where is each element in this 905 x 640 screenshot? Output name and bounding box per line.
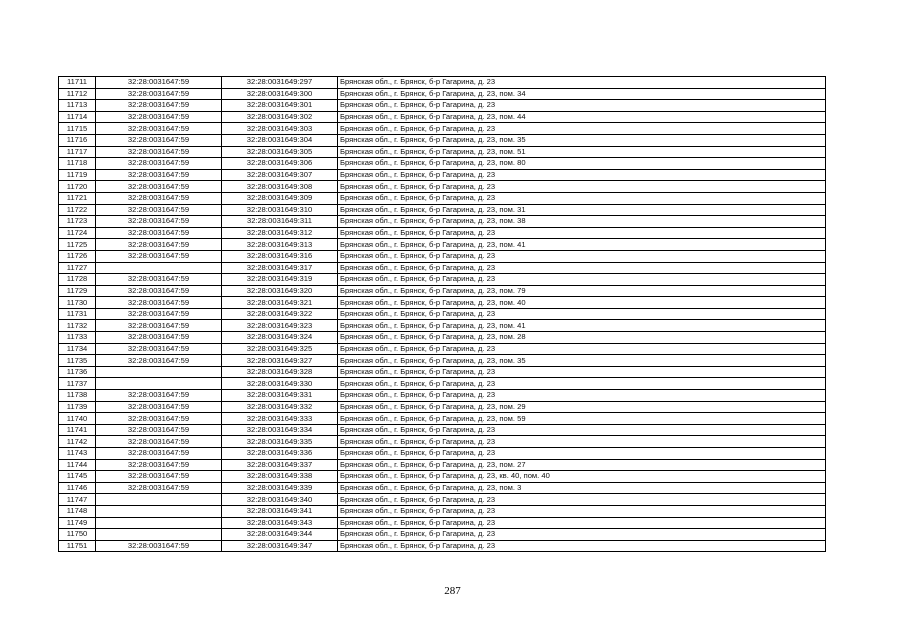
address-cell: Брянская обл., г. Брянск, б-р Гагарина, д. 23 [338,169,826,181]
parent-cadastral-cell: 32:28:0031647:59 [96,239,222,251]
cadastral-number-cell: 32:28:0031649:305 [222,146,338,158]
parent-cadastral-cell: 32:28:0031647:59 [96,123,222,135]
address-cell: Брянская обл., г. Брянск, б-р Гагарина, д. 23, пом. 41 [338,320,826,332]
row-number-cell: 11734 [59,343,96,355]
cadastral-number-cell: 32:28:0031649:325 [222,343,338,355]
table-row [59,494,826,506]
address-cell: Брянская обл., г. Брянск, б-р Гагарина, д. 23, пом. 3 [338,482,826,494]
address-cell: Брянская обл., г. Брянск, б-р Гагарина, д. 23 [338,424,826,436]
row-number-cell: 11715 [59,123,96,135]
cadastral-number-cell: 32:28:0031649:302 [222,111,338,123]
cadastral-number-cell: 32:28:0031649:323 [222,320,338,332]
property-registry-table [58,76,826,552]
parent-cadastral-cell: 32:28:0031647:59 [96,274,222,286]
parent-cadastral-cell [96,494,222,506]
parent-cadastral-cell: 32:28:0031647:59 [96,100,222,112]
address-cell: Брянская обл., г. Брянск, б-р Гагарина, д. 23 [338,529,826,541]
cadastral-number-cell: 32:28:0031649:327 [222,355,338,367]
parent-cadastral-cell: 32:28:0031647:59 [96,424,222,436]
cadastral-number-cell: 32:28:0031649:317 [222,262,338,274]
parent-cadastral-cell: 32:28:0031647:59 [96,355,222,367]
address-cell: Брянская обл., г. Брянск, б-р Гагарина, д. 23, пом. 80 [338,158,826,170]
parent-cadastral-cell [96,262,222,274]
row-number-cell: 11739 [59,401,96,413]
parent-cadastral-cell: 32:28:0031647:59 [96,343,222,355]
address-cell: Брянская обл., г. Брянск, б-р Гагарина, д. 23, пом. 40 [338,297,826,309]
parent-cadastral-cell [96,505,222,517]
address-cell: Брянская обл., г. Брянск, б-р Гагарина, д. 23, пом. 59 [338,413,826,425]
parent-cadastral-cell: 32:28:0031647:59 [96,459,222,471]
address-cell: Брянская обл., г. Брянск, б-р Гагарина, д. 23, пом. 34 [338,88,826,100]
address-cell: Брянская обл., г. Брянск, б-р Гагарина, д. 23 [338,343,826,355]
table-row [59,343,826,355]
cadastral-number-cell: 32:28:0031649:334 [222,424,338,436]
cadastral-number-cell: 32:28:0031649:309 [222,192,338,204]
address-cell: Брянская обл., г. Брянск, б-р Гагарина, д. 23 [338,390,826,402]
parent-cadastral-cell [96,529,222,541]
parent-cadastral-cell: 32:28:0031647:59 [96,158,222,170]
table-row [59,505,826,517]
table-row [59,482,826,494]
parent-cadastral-cell: 32:28:0031647:59 [96,297,222,309]
row-number-cell: 11726 [59,250,96,262]
row-number-cell: 11711 [59,77,96,89]
cadastral-number-cell: 32:28:0031649:331 [222,390,338,402]
parent-cadastral-cell: 32:28:0031647:59 [96,482,222,494]
row-number-cell: 11733 [59,332,96,344]
table-row [59,332,826,344]
address-cell: Брянская обл., г. Брянск, б-р Гагарина, д. 23, пом. 29 [338,401,826,413]
row-number-cell: 11716 [59,134,96,146]
table-row [59,308,826,320]
parent-cadastral-cell: 32:28:0031647:59 [96,169,222,181]
row-number-cell: 11727 [59,262,96,274]
row-number-cell: 11744 [59,459,96,471]
row-number-cell: 11729 [59,285,96,297]
table-row [59,390,826,402]
address-cell: Брянская обл., г. Брянск, б-р Гагарина, д. 23 [338,517,826,529]
parent-cadastral-cell: 32:28:0031647:59 [96,204,222,216]
cadastral-number-cell: 32:28:0031649:307 [222,169,338,181]
cadastral-number-cell: 32:28:0031649:313 [222,239,338,251]
address-cell: Брянская обл., г. Брянск, б-р Гагарина, д. 23 [338,274,826,286]
row-number-cell: 11719 [59,169,96,181]
parent-cadastral-cell: 32:28:0031647:59 [96,285,222,297]
cadastral-number-cell: 32:28:0031649:340 [222,494,338,506]
row-number-cell: 11745 [59,471,96,483]
row-number-cell: 11740 [59,413,96,425]
parent-cadastral-cell: 32:28:0031647:59 [96,216,222,228]
cadastral-number-cell: 32:28:0031649:328 [222,366,338,378]
cadastral-number-cell: 32:28:0031649:333 [222,413,338,425]
page-number: 287 [444,585,461,597]
row-number-cell: 11721 [59,192,96,204]
cadastral-number-cell: 32:28:0031649:343 [222,517,338,529]
table-row [59,366,826,378]
row-number-cell: 11730 [59,297,96,309]
row-number-cell: 11731 [59,308,96,320]
table-row [59,459,826,471]
cadastral-number-cell: 32:28:0031649:312 [222,227,338,239]
table-row [59,262,826,274]
parent-cadastral-cell: 32:28:0031647:59 [96,146,222,158]
row-number-cell: 11749 [59,517,96,529]
parent-cadastral-cell: 32:28:0031647:59 [96,134,222,146]
table-row [59,320,826,332]
cadastral-number-cell: 32:28:0031649:321 [222,297,338,309]
table-row [59,448,826,460]
parent-cadastral-cell: 32:28:0031647:59 [96,181,222,193]
parent-cadastral-cell: 32:28:0031647:59 [96,88,222,100]
address-cell: Брянская обл., г. Брянск, б-р Гагарина, д. 23 [338,77,826,89]
address-cell: Брянская обл., г. Брянск, б-р Гагарина, д. 23 [338,378,826,390]
row-number-cell: 11746 [59,482,96,494]
table-row [59,123,826,135]
row-number-cell: 11750 [59,529,96,541]
cadastral-number-cell: 32:28:0031649:297 [222,77,338,89]
address-cell: Брянская обл., г. Брянск, б-р Гагарина, д. 23, пом. 51 [338,146,826,158]
table-row [59,146,826,158]
table-row [59,274,826,286]
cadastral-number-cell: 32:28:0031649:324 [222,332,338,344]
row-number-cell: 11712 [59,88,96,100]
cadastral-number-cell: 32:28:0031649:338 [222,471,338,483]
row-number-cell: 11747 [59,494,96,506]
cadastral-number-cell: 32:28:0031649:319 [222,274,338,286]
cadastral-number-cell: 32:28:0031649:310 [222,204,338,216]
row-number-cell: 11732 [59,320,96,332]
table-row [59,181,826,193]
row-number-cell: 11724 [59,227,96,239]
cadastral-number-cell: 32:28:0031649:332 [222,401,338,413]
address-cell: Брянская обл., г. Брянск, б-р Гагарина, д. 23, пом. 27 [338,459,826,471]
row-number-cell: 11718 [59,158,96,170]
cadastral-number-cell: 32:28:0031649:320 [222,285,338,297]
registry-table-body [59,77,826,552]
table-row [59,77,826,89]
table-row [59,471,826,483]
address-cell: Брянская обл., г. Брянск, б-р Гагарина, д. 23 [338,250,826,262]
cadastral-number-cell: 32:28:0031649:344 [222,529,338,541]
table-row [59,239,826,251]
row-number-cell: 11725 [59,239,96,251]
cadastral-number-cell: 32:28:0031649:316 [222,250,338,262]
address-cell: Брянская обл., г. Брянск, б-р Гагарина, д. 23 [338,540,826,552]
cadastral-number-cell: 32:28:0031649:300 [222,88,338,100]
address-cell: Брянская обл., г. Брянск, б-р Гагарина, д. 23, пом. 44 [338,111,826,123]
address-cell: Брянская обл., г. Брянск, б-р Гагарина, д. 23 [338,100,826,112]
parent-cadastral-cell: 32:28:0031647:59 [96,308,222,320]
row-number-cell: 11714 [59,111,96,123]
row-number-cell: 11741 [59,424,96,436]
parent-cadastral-cell: 32:28:0031647:59 [96,471,222,483]
parent-cadastral-cell: 32:28:0031647:59 [96,227,222,239]
address-cell: Брянская обл., г. Брянск, б-р Гагарина, д. 23 [338,123,826,135]
table-row [59,169,826,181]
table-row [59,297,826,309]
address-cell: Брянская обл., г. Брянск, б-р Гагарина, д. 23, пом. 41 [338,239,826,251]
address-cell: Брянская обл., г. Брянск, б-р Гагарина, д. 23 [338,436,826,448]
cadastral-number-cell: 32:28:0031649:301 [222,100,338,112]
cadastral-number-cell: 32:28:0031649:337 [222,459,338,471]
address-cell: Брянская обл., г. Брянск, б-р Гагарина, д. 23, пом. 79 [338,285,826,297]
table-row [59,250,826,262]
parent-cadastral-cell [96,378,222,390]
row-number-cell: 11735 [59,355,96,367]
table-row [59,529,826,541]
row-number-cell: 11742 [59,436,96,448]
address-cell: Брянская обл., г. Брянск, б-р Гагарина, д. 23, пом. 35 [338,134,826,146]
parent-cadastral-cell: 32:28:0031647:59 [96,413,222,425]
table-row [59,88,826,100]
parent-cadastral-cell [96,366,222,378]
parent-cadastral-cell: 32:28:0031647:59 [96,540,222,552]
cadastral-number-cell: 32:28:0031649:341 [222,505,338,517]
row-number-cell: 11748 [59,505,96,517]
address-cell: Брянская обл., г. Брянск, б-р Гагарина, д. 23 [338,192,826,204]
address-cell: Брянская обл., г. Брянск, б-р Гагарина, д. 23 [338,366,826,378]
parent-cadastral-cell: 32:28:0031647:59 [96,390,222,402]
row-number-cell: 11736 [59,366,96,378]
table-row [59,216,826,228]
table-row [59,285,826,297]
row-number-cell: 11751 [59,540,96,552]
cadastral-number-cell: 32:28:0031649:347 [222,540,338,552]
parent-cadastral-cell: 32:28:0031647:59 [96,111,222,123]
row-number-cell: 11720 [59,181,96,193]
parent-cadastral-cell: 32:28:0031647:59 [96,332,222,344]
address-cell: Брянская обл., г. Брянск, б-р Гагарина, д. 23 [338,262,826,274]
parent-cadastral-cell: 32:28:0031647:59 [96,448,222,460]
parent-cadastral-cell: 32:28:0031647:59 [96,250,222,262]
table-row [59,355,826,367]
cadastral-number-cell: 32:28:0031649:304 [222,134,338,146]
row-number-cell: 11723 [59,216,96,228]
address-cell: Брянская обл., г. Брянск, б-р Гагарина, д. 23 [338,181,826,193]
row-number-cell: 11713 [59,100,96,112]
table-row [59,100,826,112]
address-cell: Брянская обл., г. Брянск, б-р Гагарина, д. 23, пом. 28 [338,332,826,344]
table-row [59,111,826,123]
table-row [59,540,826,552]
cadastral-number-cell: 32:28:0031649:335 [222,436,338,448]
cadastral-number-cell: 32:28:0031649:336 [222,448,338,460]
parent-cadastral-cell: 32:28:0031647:59 [96,320,222,332]
cadastral-number-cell: 32:28:0031649:322 [222,308,338,320]
table-row [59,227,826,239]
table-row [59,192,826,204]
table-row [59,378,826,390]
row-number-cell: 11737 [59,378,96,390]
address-cell: Брянская обл., г. Брянск, б-р Гагарина, д. 23 [338,308,826,320]
row-number-cell: 11743 [59,448,96,460]
parent-cadastral-cell: 32:28:0031647:59 [96,436,222,448]
cadastral-number-cell: 32:28:0031649:306 [222,158,338,170]
table-row [59,158,826,170]
parent-cadastral-cell: 32:28:0031647:59 [96,401,222,413]
cadastral-number-cell: 32:28:0031649:339 [222,482,338,494]
parent-cadastral-cell: 32:28:0031647:59 [96,77,222,89]
table-row [59,204,826,216]
address-cell: Брянская обл., г. Брянск, б-р Гагарина, д. 23, пом. 35 [338,355,826,367]
address-cell: Брянская обл., г. Брянск, б-р Гагарина, д. 23, пом. 38 [338,216,826,228]
table-row [59,517,826,529]
parent-cadastral-cell: 32:28:0031647:59 [96,192,222,204]
row-number-cell: 11722 [59,204,96,216]
address-cell: Брянская обл., г. Брянск, б-р Гагарина, д. 23 [338,494,826,506]
row-number-cell: 11717 [59,146,96,158]
address-cell: Брянская обл., г. Брянск, б-р Гагарина, д. 23, пом. 31 [338,204,826,216]
table-row [59,424,826,436]
address-cell: Брянская обл., г. Брянск, б-р Гагарина, д. 23 [338,505,826,517]
address-cell: Брянская обл., г. Брянск, б-р Гагарина, д. 23 [338,227,826,239]
table-row [59,401,826,413]
cadastral-number-cell: 32:28:0031649:311 [222,216,338,228]
parent-cadastral-cell [96,517,222,529]
cadastral-number-cell: 32:28:0031649:308 [222,181,338,193]
row-number-cell: 11728 [59,274,96,286]
table-row [59,134,826,146]
cadastral-number-cell: 32:28:0031649:303 [222,123,338,135]
table-row [59,436,826,448]
address-cell: Брянская обл., г. Брянск, б-р Гагарина, д. 23, кв. 40, пом. 40 [338,471,826,483]
table-row [59,413,826,425]
row-number-cell: 11738 [59,390,96,402]
cadastral-number-cell: 32:28:0031649:330 [222,378,338,390]
address-cell: Брянская обл., г. Брянск, б-р Гагарина, д. 23 [338,448,826,460]
